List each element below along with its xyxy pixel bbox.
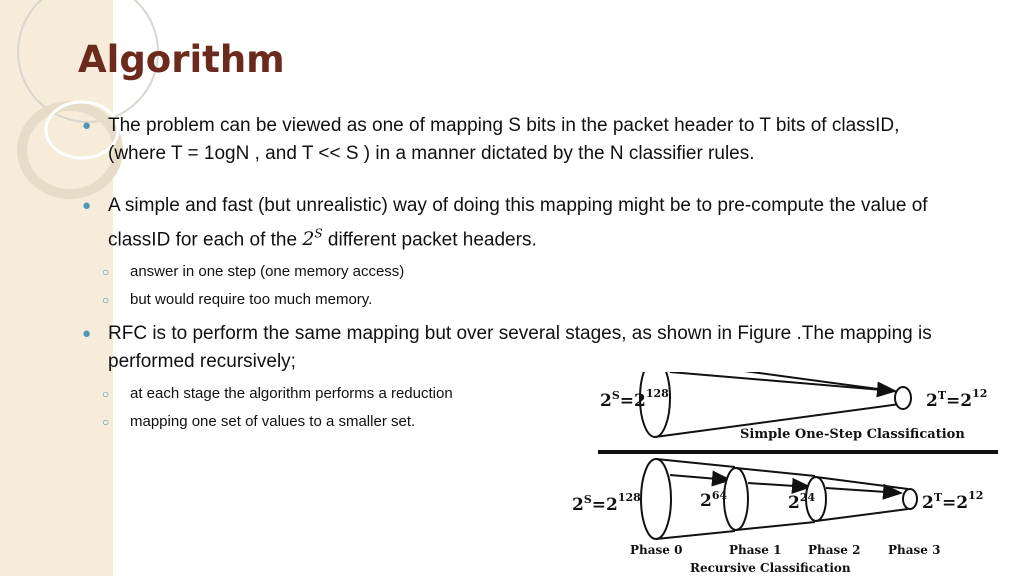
- phase-1-label: Phase 1: [729, 543, 782, 557]
- sub-bullet-2-2-text: but would require too much memory.: [130, 291, 373, 309]
- bullet-dot: ●: [82, 117, 92, 134]
- sub-bullet-2-1-text: answer in one step (one memory access): [130, 263, 405, 281]
- bullet-3-text: RFC is to perform the same mapping but over several stages, as shown in Figure .The mapping is performed recursively;: [108, 323, 932, 373]
- bottom-caption: Recursive Classification: [690, 561, 851, 575]
- sub-bullet-2-1: [82, 262, 942, 282]
- bullet-2-text-before: A simple and fast (but unrealistic) way of doing this mapping might be to pre-compute the value of classID for each of the: [108, 195, 928, 251]
- phase-3-label: Phase 3: [888, 543, 941, 557]
- top-left-label: $2^S=2^{128}$: [600, 387, 669, 411]
- math-2-to-s: $2^S$: [302, 227, 323, 251]
- sub-bullet-ring: ○: [102, 293, 110, 308]
- bullet-3: [82, 320, 938, 376]
- phase-0-label: Phase 0: [630, 543, 683, 557]
- bullet-dot: ●: [82, 325, 92, 343]
- bullet-1: [82, 112, 942, 168]
- phase3-ellipse: [903, 489, 917, 509]
- slide-title: Algorithm: [78, 38, 285, 81]
- phase-2-label: Phase 2: [808, 543, 861, 557]
- bottom-left-label: $2^S=2^{128}$: [572, 491, 641, 515]
- sub-bullet-3-1-text: at each stage the algorithm performs a reduction: [130, 385, 453, 403]
- phase1-ellipse: [724, 468, 748, 530]
- phase0-ellipse: [641, 459, 671, 539]
- recursive-diagram: [572, 459, 983, 575]
- one-step-diagram: [600, 372, 987, 442]
- bottom-right-label: $2^T=2^{12}$: [922, 489, 984, 513]
- rfc-figure: [560, 372, 1010, 576]
- bullet-2: [82, 192, 942, 254]
- output-ellipse: [895, 387, 911, 409]
- sub-bullet-ring: ○: [102, 415, 110, 430]
- sub-bullet-ring: ○: [102, 265, 110, 280]
- mid2-label: $2^{24}$: [788, 491, 816, 513]
- top-right-label: $2^T=2^{12}$: [926, 387, 988, 411]
- sub-bullet-2-2: [82, 290, 942, 310]
- sub-bullet-ring: ○: [102, 387, 110, 402]
- top-caption: Simple One-Step Classification: [740, 427, 965, 442]
- sub-bullet-3-2-text: mapping one set of values to a smaller set.: [130, 413, 416, 431]
- mid1-label: $2^{64}$: [700, 489, 728, 511]
- bullet-2-text-after: different packet headers.: [322, 229, 537, 251]
- bullet-1-text: The problem can be viewed as one of mapping S bits in the packet header to T bits of classID, (where T = 1ogN , and T << S ) in a manner dictated by the N classifier rules.: [108, 115, 900, 164]
- bullet-dot: ●: [82, 197, 92, 214]
